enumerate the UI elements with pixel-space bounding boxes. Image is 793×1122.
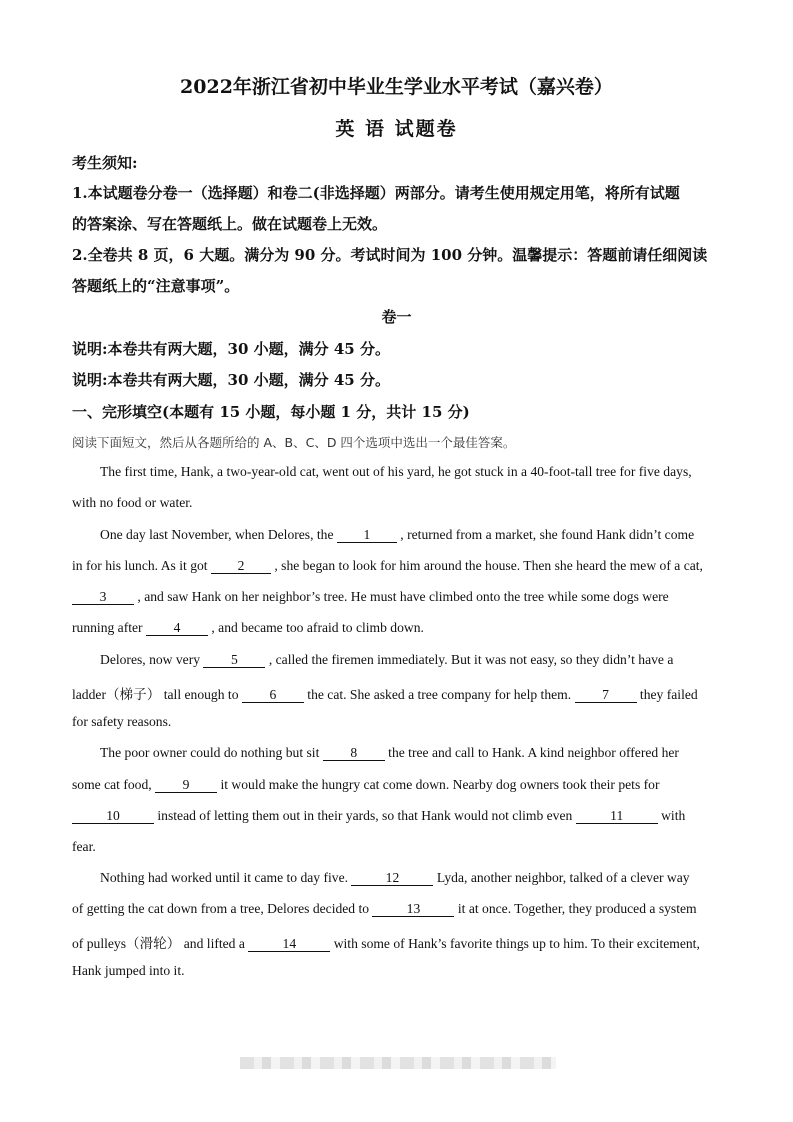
exam-subtitle: 英 语 试题卷	[335, 118, 458, 140]
notice-item-2b: 答题纸上的“注意事项”。	[72, 277, 240, 295]
passage-p1-line1: The first time, Hank, a two-year-old cat, went out of his yard, he got stuck in a 40-foot-tall tree for five days,	[100, 464, 692, 479]
text: The poor owner could do nothing but sit	[100, 745, 323, 760]
passage-p3-line3: for safety reasons.	[72, 714, 172, 729]
blank-7: 7	[575, 688, 637, 703]
passage-p3-line2	[72, 683, 698, 703]
blank-12: 12	[351, 871, 433, 886]
text: , returned from a market, she found Hank didn’t come	[396, 527, 695, 542]
passage-p4-line2	[72, 777, 660, 793]
explain-line-1: 说明:本卷共有两大题，30 小题，满分 45 分。	[72, 340, 390, 358]
text: of getting the cat down from a tree, Delores decided to	[72, 901, 373, 916]
part1-instruction: 阅读下面短文，然后从各题所给的 A、B、C、D 四个选项中选出一个最佳答案。	[72, 435, 516, 450]
explain-line-2: 说明:本卷共有两大题，30 小题，满分 45 分。	[72, 371, 390, 389]
blank-4: 4	[146, 621, 208, 636]
blank-2: 2	[211, 559, 271, 574]
blank-6: 6	[242, 688, 304, 703]
passage-p2-line1	[100, 527, 694, 543]
text: instead of letting them out in their yards, so that Hank would not climb even	[154, 808, 576, 823]
text: Nothing had worked until it came to day five.	[100, 870, 352, 885]
notice-item-1b: 的答案涂、写在答题纸上。做在试题卷上无效。	[72, 215, 388, 233]
text: , and saw Hank on her neighbor’s tree. He must have climbed onto the tree while some dogs were	[134, 589, 669, 604]
notice-item-2a: 2.全卷共 8 页，6 大题。满分为 90 分。考试时间为 100 分钟。温馨提示：答题前请任细阅读	[72, 246, 708, 264]
text: , and became too afraid to climb down.	[207, 620, 424, 635]
passage-p5-line3	[72, 932, 700, 952]
blank-8: 8	[323, 746, 385, 761]
text: with some of Hank’s favorite things up to him. To their excitement,	[330, 936, 700, 951]
passage-p4-line3	[72, 808, 685, 824]
text: ladder（梯子） tall enough to	[72, 687, 242, 702]
text: some cat food,	[72, 777, 156, 792]
passage-p1-line2: with no food or water.	[72, 495, 193, 510]
blank-9: 9	[155, 778, 217, 793]
passage-p3-line1	[100, 652, 673, 668]
blank-1: 1	[337, 528, 397, 543]
exam-title: 2022年浙江省初中毕业生学业水平考试（嘉兴卷）	[180, 76, 613, 98]
blurred-watermark	[240, 1057, 556, 1069]
part1-heading: 一、完形填空(本题有 15 小题，每小题 1 分，共计 15 分)	[72, 403, 470, 421]
text: in for his lunch. As it got	[72, 558, 211, 573]
text: One day last November, when Delores, the	[100, 527, 337, 542]
blank-5: 5	[203, 653, 265, 668]
text: , called the firemen immediately. But it was not easy, so they didn’t have a	[265, 652, 674, 667]
passage-p5-line4: Hank jumped into it.	[72, 963, 185, 978]
text: the cat. She asked a tree company for help them.	[303, 687, 575, 702]
text: Delores, now very	[100, 652, 204, 667]
blank-10: 10	[72, 809, 154, 824]
text: it at once. Together, they produced a system	[454, 901, 697, 916]
notice-item-1a: 1.本试题卷分卷一（选择题）和卷二(非选择题）两部分。请考生使用规定用笔，将所有试题	[72, 184, 680, 202]
text: , she began to look for him around the house. Then she heard the mew of a cat,	[270, 558, 703, 573]
passage-p2-line2	[72, 558, 703, 574]
blank-14: 14	[248, 937, 330, 952]
blank-11: 11	[576, 809, 658, 824]
passage-p4-line1	[100, 745, 679, 761]
passage-p5-line2	[72, 901, 697, 917]
text: Lyda, another neighbor, talked of a clever way	[433, 870, 690, 885]
text: the tree and call to Hank. A kind neighbor offered her	[384, 745, 679, 760]
text: it would make the hungry cat come down. Nearby dog owners took their pets for	[217, 777, 660, 792]
text: they failed	[636, 687, 698, 702]
section-heading: 卷一	[381, 308, 412, 326]
passage-p2-line3	[72, 589, 669, 605]
blank-13: 13	[372, 902, 454, 917]
passage-p5-line1	[100, 870, 690, 886]
passage-p2-line4	[72, 620, 424, 636]
blank-3: 3	[72, 590, 134, 605]
passage-p4-line4: fear.	[72, 839, 96, 854]
text: with	[657, 808, 686, 823]
text: running after	[72, 620, 146, 635]
text: of pulleys（滑轮） and lifted a	[72, 936, 249, 951]
notice-heading: 考生须知:	[72, 154, 138, 172]
